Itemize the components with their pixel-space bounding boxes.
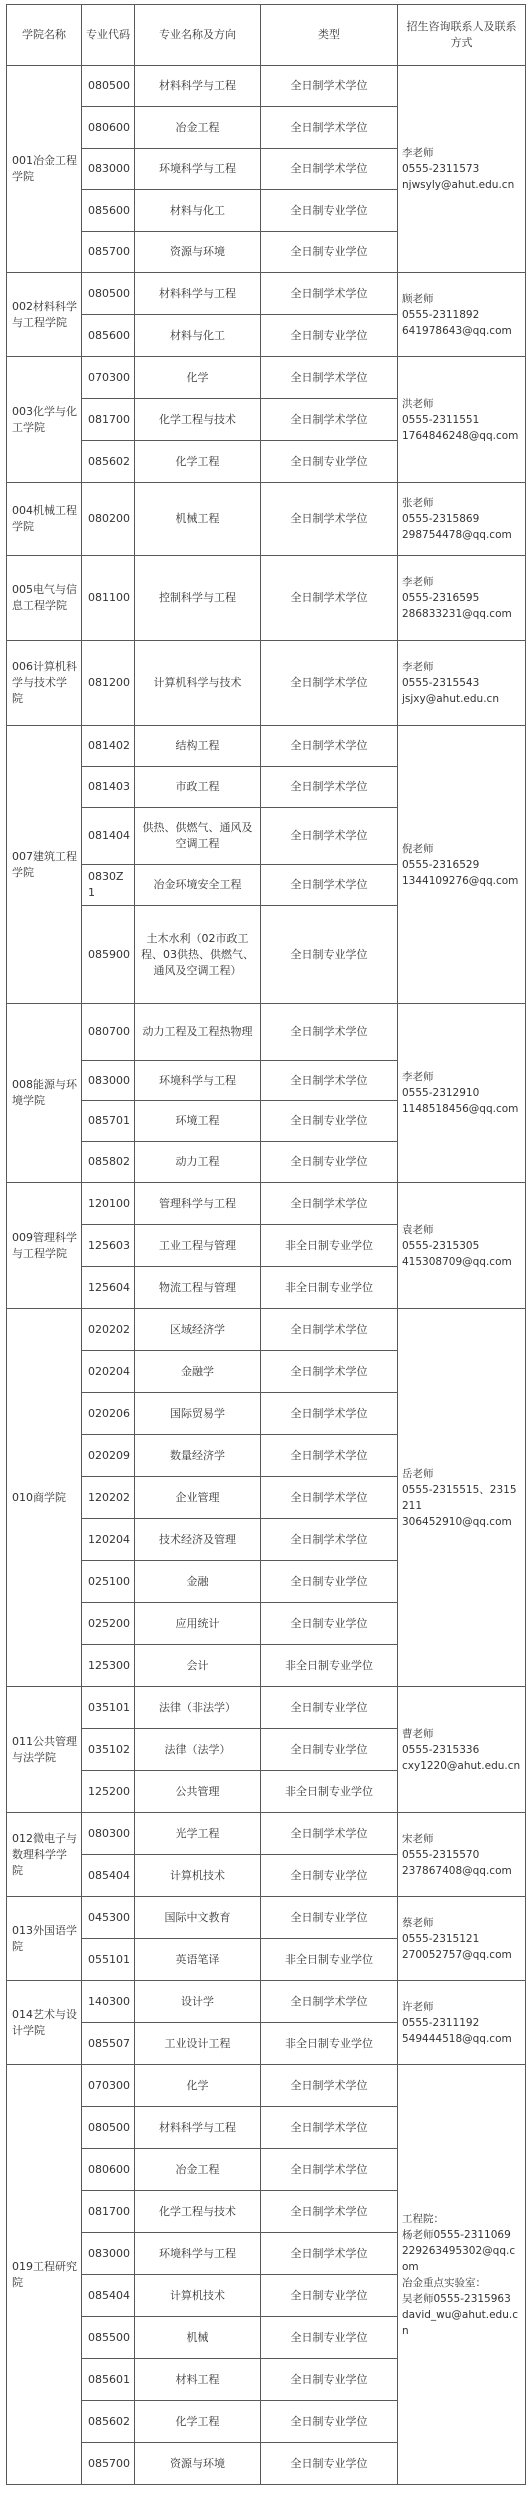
major-name: 动力工程 bbox=[135, 1142, 261, 1183]
contact-line: 0555-2315305 bbox=[402, 1239, 480, 1252]
degree-type: 全日制专业学位 bbox=[261, 1687, 398, 1729]
contact-line: 曹老师 bbox=[402, 1727, 434, 1740]
contact-line: 顾老师 bbox=[402, 292, 434, 305]
major-name: 企业管理 bbox=[135, 1477, 261, 1519]
table-row bbox=[7, 2065, 526, 2107]
major-name: 冶金环境安全工程 bbox=[135, 865, 261, 906]
major-code: 080500 bbox=[82, 273, 135, 315]
major-name: 法律（非法学） bbox=[135, 1687, 261, 1729]
contact-info bbox=[398, 2065, 526, 2485]
contact-line: 0555-2311192 bbox=[402, 2016, 480, 2029]
table-row bbox=[7, 641, 526, 726]
table-row bbox=[7, 1309, 526, 1351]
major-code: 085701 bbox=[82, 1101, 135, 1142]
degree-type: 全日制学术学位 bbox=[261, 2107, 398, 2149]
contact-line: 0555-2315336 bbox=[402, 1743, 480, 1756]
degree-type: 全日制学术学位 bbox=[261, 556, 398, 641]
contact-info bbox=[398, 483, 526, 556]
school-name: 014艺术与设计学院 bbox=[7, 1981, 82, 2065]
major-code: 085404 bbox=[82, 1855, 135, 1897]
degree-type: 非全日制专业学位 bbox=[261, 1939, 398, 1981]
header-major: 专业名称及方向 bbox=[135, 5, 261, 66]
contact-line: 0555-2315543 bbox=[402, 677, 480, 689]
contact-line: 1344109276@qq.com bbox=[402, 874, 519, 887]
degree-type: 全日制专业学位 bbox=[261, 906, 398, 1004]
degree-type: 全日制学术学位 bbox=[261, 865, 398, 906]
degree-type: 全日制学术学位 bbox=[261, 1981, 398, 2023]
major-name: 资源与环境 bbox=[135, 232, 261, 273]
major-code: 020202 bbox=[82, 1309, 135, 1351]
major-code: 070300 bbox=[82, 2065, 135, 2107]
contact-info bbox=[398, 273, 526, 357]
major-name: 化学工程与技术 bbox=[135, 2191, 261, 2233]
major-name: 材料科学与工程 bbox=[135, 273, 261, 315]
degree-type: 全日制学术学位 bbox=[261, 399, 398, 441]
degree-type: 全日制专业学位 bbox=[261, 1142, 398, 1183]
major-code: 0830Z1 bbox=[82, 865, 135, 906]
table-row bbox=[7, 1183, 526, 1225]
major-name: 资源与环境 bbox=[135, 2443, 261, 2485]
header-type: 类型 bbox=[261, 5, 398, 66]
major-code: 020206 bbox=[82, 1393, 135, 1435]
major-name: 区域经济学 bbox=[135, 1309, 261, 1351]
degree-type: 全日制专业学位 bbox=[261, 1729, 398, 1771]
major-name: 化学 bbox=[135, 2065, 261, 2107]
school-name: 012微电子与数理科学学院 bbox=[7, 1813, 82, 1897]
contact-line: 0555-2315121 bbox=[402, 1932, 480, 1945]
contact-line: 1148518456@qq.com bbox=[402, 1103, 519, 1115]
contact-info bbox=[398, 1687, 526, 1813]
degree-type: 全日制学术学位 bbox=[261, 2149, 398, 2191]
major-name: 管理科学与工程 bbox=[135, 1183, 261, 1225]
table-row bbox=[7, 1981, 526, 2023]
major-name: 计算机技术 bbox=[135, 2275, 261, 2317]
degree-type: 非全日制专业学位 bbox=[261, 1771, 398, 1813]
major-code: 120202 bbox=[82, 1477, 135, 1519]
degree-type: 全日制学术学位 bbox=[261, 1183, 398, 1225]
school-name: 007建筑工程学院 bbox=[7, 726, 82, 1004]
major-code: 055101 bbox=[82, 1939, 135, 1981]
contact-info bbox=[398, 1183, 526, 1309]
school-name: 013外国语学院 bbox=[7, 1897, 82, 1981]
major-name: 公共管理 bbox=[135, 1771, 261, 1813]
major-code: 085802 bbox=[82, 1142, 135, 1183]
degree-type: 全日制学术学位 bbox=[261, 808, 398, 865]
degree-type: 全日制专业学位 bbox=[261, 315, 398, 357]
major-name: 工业工程与管理 bbox=[135, 1225, 261, 1267]
major-name: 金融 bbox=[135, 1561, 261, 1603]
degree-type: 全日制专业学位 bbox=[261, 1897, 398, 1939]
contact-line: 洪老师 bbox=[402, 397, 434, 410]
contact-line: 0555-2316595 bbox=[402, 592, 480, 604]
major-code: 125300 bbox=[82, 1645, 135, 1687]
degree-type: 全日制学术学位 bbox=[261, 2233, 398, 2275]
contact-info bbox=[398, 357, 526, 483]
degree-type: 全日制学术学位 bbox=[261, 1477, 398, 1519]
contact-info bbox=[398, 1004, 526, 1183]
degree-type: 全日制学术学位 bbox=[261, 1393, 398, 1435]
major-name: 机械工程 bbox=[135, 483, 261, 556]
contact-line: 0555-2315570 bbox=[402, 1848, 480, 1861]
major-code: 125603 bbox=[82, 1225, 135, 1267]
major-name: 材料科学与工程 bbox=[135, 2107, 261, 2149]
contact-info bbox=[398, 1897, 526, 1981]
major-name: 环境工程 bbox=[135, 1101, 261, 1142]
degree-type: 全日制学术学位 bbox=[261, 1519, 398, 1561]
contact-line: 冶金重点实验室： bbox=[402, 2276, 486, 2289]
degree-type: 全日制学术学位 bbox=[261, 66, 398, 107]
header-school: 学院名称 bbox=[7, 5, 82, 66]
major-code: 085600 bbox=[82, 315, 135, 357]
major-code: 045300 bbox=[82, 1897, 135, 1939]
major-name: 化学工程 bbox=[135, 441, 261, 483]
major-name: 环境科学与工程 bbox=[135, 149, 261, 190]
degree-type: 全日制学术学位 bbox=[261, 767, 398, 808]
school-name: 006计算机科学与技术学院 bbox=[7, 641, 82, 726]
major-name: 设计学 bbox=[135, 1981, 261, 2023]
contact-line: 李老师 bbox=[402, 1071, 434, 1083]
table-row bbox=[7, 1813, 526, 1855]
contact-line: 倪老师 bbox=[402, 842, 434, 855]
major-name: 环境科学与工程 bbox=[135, 2233, 261, 2275]
degree-type: 全日制专业学位 bbox=[261, 441, 398, 483]
table-row bbox=[7, 726, 526, 767]
school-name: 003化学与化工学院 bbox=[7, 357, 82, 483]
degree-type: 全日制学术学位 bbox=[261, 1435, 398, 1477]
major-code: 020209 bbox=[82, 1435, 135, 1477]
contact-line: jsjxy@ahut.edu.cn bbox=[402, 693, 499, 705]
degree-type: 全日制专业学位 bbox=[261, 1855, 398, 1897]
major-code: 081100 bbox=[82, 556, 135, 641]
table-body bbox=[7, 66, 526, 2485]
degree-type: 非全日制专业学位 bbox=[261, 1267, 398, 1309]
major-name: 化学工程与技术 bbox=[135, 399, 261, 441]
table-row bbox=[7, 556, 526, 641]
major-name: 材料工程 bbox=[135, 2359, 261, 2401]
degree-type: 全日制专业学位 bbox=[261, 232, 398, 273]
degree-type: 全日制专业学位 bbox=[261, 2275, 398, 2317]
school-name: 009管理科学与工程学院 bbox=[7, 1183, 82, 1309]
degree-type: 全日制学术学位 bbox=[261, 1351, 398, 1393]
major-name: 法律（法学） bbox=[135, 1729, 261, 1771]
table-row bbox=[7, 1897, 526, 1939]
contact-line: 岳老师 bbox=[402, 1467, 434, 1480]
major-code: 081700 bbox=[82, 399, 135, 441]
contact-line: 286833231@qq.com bbox=[402, 608, 512, 620]
degree-type: 全日制学术学位 bbox=[261, 726, 398, 767]
table-row bbox=[7, 357, 526, 399]
contact-line: 549444518@qq.com bbox=[402, 2032, 512, 2045]
major-name: 计算机技术 bbox=[135, 1855, 261, 1897]
contact-line: 宋老师 bbox=[402, 1832, 434, 1845]
major-code: 085500 bbox=[82, 2317, 135, 2359]
header-code: 专业代码 bbox=[82, 5, 135, 66]
degree-type: 全日制专业学位 bbox=[261, 190, 398, 232]
major-name: 供热、供燃气、通风及空调工程 bbox=[135, 808, 261, 865]
major-name: 市政工程 bbox=[135, 767, 261, 808]
header-contact: 招生咨询联系人及联系方式 bbox=[398, 5, 526, 66]
major-code: 080600 bbox=[82, 2149, 135, 2191]
major-name: 化学 bbox=[135, 357, 261, 399]
major-code: 080500 bbox=[82, 66, 135, 107]
school-name: 005电气与信息工程学院 bbox=[7, 556, 82, 641]
contact-line: 0555-2315515、2315211 bbox=[402, 1483, 517, 1512]
major-name: 材料与化工 bbox=[135, 190, 261, 232]
contact-line: 袁老师 bbox=[402, 1223, 434, 1236]
major-name: 计算机科学与技术 bbox=[135, 641, 261, 726]
contact-line: 许老师 bbox=[402, 2000, 434, 2013]
major-code: 035101 bbox=[82, 1687, 135, 1729]
major-name: 金融学 bbox=[135, 1351, 261, 1393]
degree-type: 非全日制专业学位 bbox=[261, 1225, 398, 1267]
major-code: 085601 bbox=[82, 2359, 135, 2401]
school-name: 011公共管理与法学院 bbox=[7, 1687, 82, 1813]
contact-line: 吴老师0555-2315963 bbox=[402, 2292, 511, 2305]
enrollment-sheet bbox=[6, 4, 525, 2512]
contact-line: 298754478@qq.com bbox=[402, 529, 512, 541]
major-code: 120100 bbox=[82, 1183, 135, 1225]
major-code: 125200 bbox=[82, 1771, 135, 1813]
contact-info bbox=[398, 66, 526, 273]
table-row bbox=[7, 1687, 526, 1729]
contact-line: 237867408@qq.com bbox=[402, 1864, 512, 1877]
contact-line: 0555-2316529 bbox=[402, 858, 480, 871]
major-name: 动力工程及工程热物理 bbox=[135, 1004, 261, 1061]
contact-line: 0555-2312910 bbox=[402, 1087, 480, 1099]
major-name: 英语笔译 bbox=[135, 1939, 261, 1981]
degree-type: 全日制专业学位 bbox=[261, 2317, 398, 2359]
major-code: 083000 bbox=[82, 149, 135, 190]
contact-line: 0555-2315869 bbox=[402, 513, 480, 525]
contact-line: david_wu@ahut.edu.cn bbox=[402, 2308, 518, 2337]
major-name: 应用统计 bbox=[135, 1603, 261, 1645]
major-name: 冶金工程 bbox=[135, 2149, 261, 2191]
degree-type: 全日制学术学位 bbox=[261, 1309, 398, 1351]
major-name: 数量经济学 bbox=[135, 1435, 261, 1477]
major-code: 080600 bbox=[82, 107, 135, 149]
contact-line: 李老师 bbox=[402, 147, 434, 159]
enrollment-table bbox=[6, 4, 526, 2485]
major-code: 025100 bbox=[82, 1561, 135, 1603]
degree-type: 非全日制专业学位 bbox=[261, 1645, 398, 1687]
major-name: 材料科学与工程 bbox=[135, 66, 261, 107]
degree-type: 全日制专业学位 bbox=[261, 2359, 398, 2401]
degree-type: 全日制专业学位 bbox=[261, 1603, 398, 1645]
major-name: 结构工程 bbox=[135, 726, 261, 767]
degree-type: 全日制专业学位 bbox=[261, 1561, 398, 1603]
contact-line: 0555-2311551 bbox=[402, 413, 480, 426]
contact-line: 0555-2311892 bbox=[402, 308, 480, 321]
major-name: 控制科学与工程 bbox=[135, 556, 261, 641]
major-code: 081402 bbox=[82, 726, 135, 767]
school-name: 010商学院 bbox=[7, 1309, 82, 1687]
contact-line: 415308709@qq.com bbox=[402, 1255, 512, 1268]
table-row bbox=[7, 66, 526, 107]
major-code: 083000 bbox=[82, 1061, 135, 1101]
major-code: 035102 bbox=[82, 1729, 135, 1771]
major-code: 085602 bbox=[82, 2401, 135, 2443]
contact-line: 270052757@qq.com bbox=[402, 1948, 512, 1961]
major-code: 085602 bbox=[82, 441, 135, 483]
major-name: 化学工程 bbox=[135, 2401, 261, 2443]
contact-line: cxy1220@ahut.edu.cn bbox=[402, 1759, 521, 1772]
contact-line: 1764846248@qq.com bbox=[402, 429, 519, 442]
major-code: 081403 bbox=[82, 767, 135, 808]
contact-info bbox=[398, 1309, 526, 1687]
contact-line: 0555-2311573 bbox=[402, 163, 480, 175]
degree-type: 全日制学术学位 bbox=[261, 641, 398, 726]
school-name: 004机械工程学院 bbox=[7, 483, 82, 556]
major-name: 冶金工程 bbox=[135, 107, 261, 149]
degree-type: 全日制专业学位 bbox=[261, 2443, 398, 2485]
contact-line: 杨老师0555-2311069 bbox=[402, 2228, 511, 2241]
contact-info bbox=[398, 641, 526, 726]
major-name: 技术经济及管理 bbox=[135, 1519, 261, 1561]
contact-line: 张老师 bbox=[402, 497, 434, 509]
degree-type: 全日制学术学位 bbox=[261, 357, 398, 399]
major-name: 会计 bbox=[135, 1645, 261, 1687]
major-name: 国际贸易学 bbox=[135, 1393, 261, 1435]
major-code: 081700 bbox=[82, 2191, 135, 2233]
contact-line: 229263495302@qq.com bbox=[402, 2244, 516, 2273]
major-name: 材料与化工 bbox=[135, 315, 261, 357]
contact-line: njwsyly@ahut.edu.cn bbox=[402, 179, 515, 191]
degree-type: 全日制专业学位 bbox=[261, 1101, 398, 1142]
table-row bbox=[7, 1004, 526, 1061]
major-code: 085600 bbox=[82, 190, 135, 232]
major-code: 081200 bbox=[82, 641, 135, 726]
major-code: 085507 bbox=[82, 2023, 135, 2065]
major-name: 机械 bbox=[135, 2317, 261, 2359]
major-name: 环境科学与工程 bbox=[135, 1061, 261, 1101]
major-code: 070300 bbox=[82, 357, 135, 399]
degree-type: 全日制学术学位 bbox=[261, 107, 398, 149]
school-name: 019工程研究院 bbox=[7, 2065, 82, 2485]
major-code: 025200 bbox=[82, 1603, 135, 1645]
table-row bbox=[7, 483, 526, 556]
contact-info bbox=[398, 556, 526, 641]
degree-type: 全日制学术学位 bbox=[261, 149, 398, 190]
major-code: 080300 bbox=[82, 1813, 135, 1855]
major-code: 083000 bbox=[82, 2233, 135, 2275]
major-code: 140300 bbox=[82, 1981, 135, 2023]
major-code: 085700 bbox=[82, 2443, 135, 2485]
major-code: 020204 bbox=[82, 1351, 135, 1393]
contact-line: 工程院： bbox=[402, 2212, 444, 2225]
degree-type: 非全日制专业学位 bbox=[261, 2023, 398, 2065]
contact-line: 306452910@qq.com bbox=[402, 1515, 512, 1528]
major-name: 光学工程 bbox=[135, 1813, 261, 1855]
degree-type: 全日制学术学位 bbox=[261, 1813, 398, 1855]
major-name: 土木水利（02市政工程、03供热、供燃气、通风及空调工程） bbox=[135, 906, 261, 1004]
major-code: 085404 bbox=[82, 2275, 135, 2317]
contact-info bbox=[398, 726, 526, 1004]
school-name: 002材料科学与工程学院 bbox=[7, 273, 82, 357]
degree-type: 全日制学术学位 bbox=[261, 483, 398, 556]
degree-type: 全日制专业学位 bbox=[261, 2401, 398, 2443]
degree-type: 全日制学术学位 bbox=[261, 2191, 398, 2233]
contact-line: 李老师 bbox=[402, 576, 434, 588]
contact-info bbox=[398, 1981, 526, 2065]
major-name: 国际中文教育 bbox=[135, 1897, 261, 1939]
degree-type: 全日制学术学位 bbox=[261, 1004, 398, 1061]
school-name: 008能源与环境学院 bbox=[7, 1004, 82, 1183]
major-code: 080500 bbox=[82, 2107, 135, 2149]
major-code: 080700 bbox=[82, 1004, 135, 1061]
major-name: 物流工程与管理 bbox=[135, 1267, 261, 1309]
contact-info bbox=[398, 1813, 526, 1897]
contact-line: 蔡老师 bbox=[402, 1916, 434, 1929]
table-row bbox=[7, 273, 526, 315]
contact-line: 李老师 bbox=[402, 661, 434, 673]
degree-type: 全日制学术学位 bbox=[261, 273, 398, 315]
major-name: 工业设计工程 bbox=[135, 2023, 261, 2065]
major-code: 085700 bbox=[82, 232, 135, 273]
header-row bbox=[7, 5, 526, 66]
degree-type: 全日制学术学位 bbox=[261, 1061, 398, 1101]
major-code: 085900 bbox=[82, 906, 135, 1004]
major-code: 120204 bbox=[82, 1519, 135, 1561]
major-code: 081404 bbox=[82, 808, 135, 865]
degree-type: 全日制学术学位 bbox=[261, 2065, 398, 2107]
major-code: 080200 bbox=[82, 483, 135, 556]
school-name: 001冶金工程学院 bbox=[7, 66, 82, 273]
contact-line: 641978643@qq.com bbox=[402, 324, 512, 337]
major-code: 125604 bbox=[82, 1267, 135, 1309]
